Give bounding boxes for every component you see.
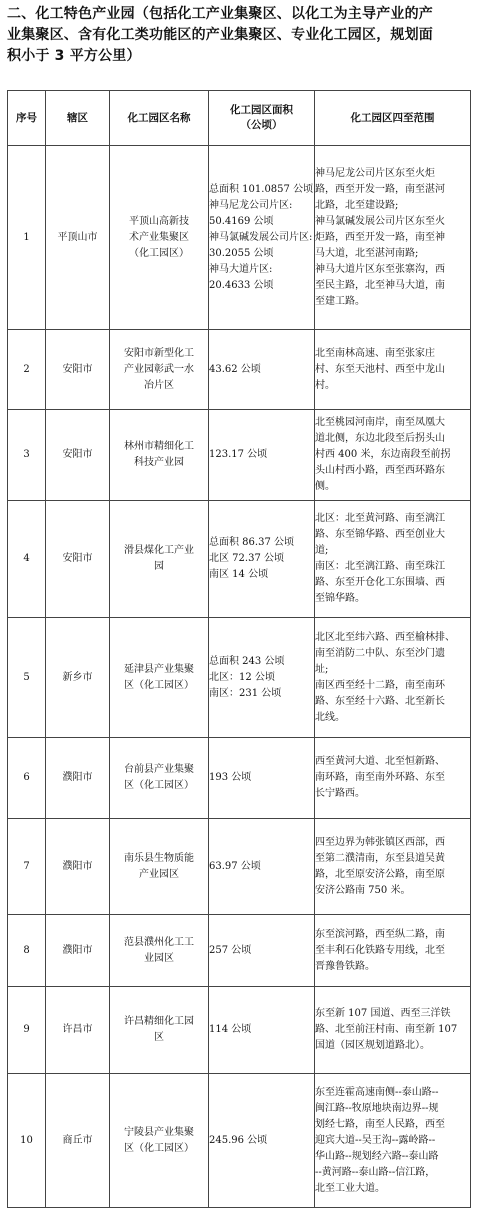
cell-line: 许昌精细化工园 bbox=[124, 1016, 194, 1027]
cell-district: 安阳市 bbox=[46, 501, 110, 618]
cell-line: 北区北至纬六路、西至榆林排、 bbox=[315, 631, 455, 643]
cell-line: 冶片区 bbox=[144, 379, 174, 391]
cell-line: 马大道，北至湛河南路; bbox=[315, 247, 419, 259]
cell-line: 北区 72.37 公顷 bbox=[209, 553, 284, 564]
table-row bbox=[8, 330, 471, 410]
cell-line: 总面积 86.37 公顷 bbox=[209, 537, 294, 548]
cell-line: 至第二濮清南，东至县道吴黄 bbox=[315, 852, 445, 864]
cell-line: 侧。 bbox=[315, 481, 335, 492]
table-row bbox=[8, 738, 471, 819]
table-row bbox=[8, 987, 471, 1074]
cell-index: 10 bbox=[8, 1074, 46, 1208]
cell-line: 123.17 公顷 bbox=[209, 449, 268, 460]
cell-area bbox=[209, 330, 315, 410]
cell-district: 濮阳市 bbox=[46, 738, 110, 819]
cell-line: 北至工业大道。 bbox=[315, 1182, 385, 1194]
cell-line: 区 bbox=[154, 1032, 164, 1043]
cell-park-name bbox=[110, 987, 209, 1074]
cell-line: 193 公顷 bbox=[209, 772, 252, 783]
cell-line: 南区 14 公顷 bbox=[209, 569, 269, 580]
cell-line: 南至消防二中队、东至沙门遗 bbox=[315, 647, 445, 659]
cell-range bbox=[315, 1074, 471, 1208]
cell-park-name bbox=[110, 618, 209, 738]
header-park-name: 化工园区名称 bbox=[110, 91, 209, 146]
cell-line: 林州市精细化工 bbox=[124, 441, 194, 452]
cell-line: 区（化工园区） bbox=[124, 1142, 194, 1154]
table-header-row bbox=[8, 91, 471, 146]
cell-line: 划经七路，南至人民路，西至 bbox=[315, 1118, 445, 1130]
chemical-park-table bbox=[7, 90, 471, 1208]
header-range: 化工园区四至范围 bbox=[315, 91, 471, 146]
cell-line: 路、东至锦华路、西至创业大 bbox=[315, 529, 445, 540]
cell-index: 7 bbox=[8, 819, 46, 915]
cell-district: 濮阳市 bbox=[46, 819, 110, 915]
cell-line: 257 公顷 bbox=[209, 944, 252, 956]
cell-line: 道; bbox=[315, 545, 329, 556]
cell-line: 产业园彰武一水 bbox=[124, 363, 194, 375]
cell-line: 晋豫鲁铁路。 bbox=[315, 960, 375, 972]
cell-park-name bbox=[110, 738, 209, 819]
cell-line: 北路，北至建设路; bbox=[315, 199, 399, 211]
cell-line: 炬路，西至开发一路，南至神 bbox=[315, 231, 445, 243]
cell-line: 北区：12 公顷 bbox=[209, 671, 275, 683]
cell-index: 9 bbox=[8, 987, 46, 1074]
cell-line: 总面积 243 公顷 bbox=[209, 655, 285, 667]
cell-range bbox=[315, 819, 471, 915]
section-title-line: 二、化工特色产业园（包括化工产业集聚区、以化工为主导产业的产 bbox=[7, 6, 433, 22]
table-row bbox=[8, 915, 471, 987]
cell-line: 区（化工园区） bbox=[124, 780, 194, 791]
cell-district: 许昌市 bbox=[46, 987, 110, 1074]
cell-line: 业园区 bbox=[144, 952, 174, 964]
cell-line: 北线。 bbox=[315, 711, 345, 723]
table-row bbox=[8, 146, 471, 330]
section-title bbox=[7, 4, 469, 67]
section-title-line: 积小于 3 平方公里） bbox=[7, 48, 141, 64]
cell-line: 安济公路南 750 米。 bbox=[315, 884, 411, 896]
cell-line: 114 公顷 bbox=[209, 1024, 252, 1035]
cell-range bbox=[315, 146, 471, 330]
cell-line: 63.97 公顷 bbox=[209, 860, 261, 872]
cell-line: 闽江路--牧原地块南边界--规 bbox=[315, 1102, 439, 1114]
cell-line: 43.62 公顷 bbox=[209, 363, 261, 375]
cell-line: 产业园区 bbox=[139, 868, 179, 880]
cell-line: 长宁路西。 bbox=[315, 788, 365, 799]
cell-line: 滑县煤化工产业 bbox=[124, 545, 194, 556]
cell-line: 安阳市新型化工 bbox=[124, 347, 194, 359]
cell-index: 1 bbox=[8, 146, 46, 330]
cell-range bbox=[315, 915, 471, 987]
cell-index: 5 bbox=[8, 618, 46, 738]
cell-range bbox=[315, 410, 471, 501]
cell-line: 路、东至开仓化工东围墙、西 bbox=[315, 577, 445, 588]
cell-index: 8 bbox=[8, 915, 46, 987]
table-row bbox=[8, 501, 471, 618]
cell-range bbox=[315, 330, 471, 410]
cell-line: 科技产业园 bbox=[134, 457, 184, 468]
cell-line: 至民主路，北至神马大道，南 bbox=[315, 279, 445, 291]
cell-line: 北至南林高速、南至张家庄 bbox=[315, 347, 435, 359]
cell-index: 6 bbox=[8, 738, 46, 819]
cell-line: 台前县产业集聚 bbox=[124, 764, 194, 775]
cell-line: 区（化工园区） bbox=[124, 679, 194, 691]
cell-park-name bbox=[110, 915, 209, 987]
cell-area bbox=[209, 987, 315, 1074]
section-title-line: 业集聚区、含有化工类功能区的产业集聚区、专业化工园区，规划面 bbox=[7, 27, 433, 43]
cell-index: 2 bbox=[8, 330, 46, 410]
cell-park-name bbox=[110, 819, 209, 915]
cell-line: 东至滨河路，西至纵二路，南 bbox=[315, 928, 445, 940]
cell-line: 头山村西小路，西至西环路东 bbox=[315, 465, 445, 476]
cell-line: 南乐县生物质能 bbox=[124, 852, 194, 864]
cell-district: 安阳市 bbox=[46, 410, 110, 501]
cell-district: 平顶山市 bbox=[46, 146, 110, 330]
table-row bbox=[8, 618, 471, 738]
cell-park-name bbox=[110, 1074, 209, 1208]
cell-area bbox=[209, 738, 315, 819]
cell-line: 南区西至经十二路，南至南环 bbox=[315, 679, 445, 691]
cell-line: 神马氯碱发展公司片区: bbox=[209, 231, 313, 243]
cell-area bbox=[209, 410, 315, 501]
cell-line: 平顶山高新技 bbox=[129, 215, 189, 227]
header-area: 化工园区面积 （公顷） bbox=[209, 91, 315, 146]
cell-line: 20.4633 公顷 bbox=[209, 279, 274, 291]
cell-area bbox=[209, 146, 315, 330]
cell-area bbox=[209, 1074, 315, 1208]
cell-line: 50.4169 公顷 bbox=[209, 215, 274, 227]
cell-park-name bbox=[110, 501, 209, 618]
header-index: 序号 bbox=[8, 91, 46, 146]
cell-park-name bbox=[110, 410, 209, 501]
cell-line: 至丰利石化铁路专用线，北至 bbox=[315, 944, 445, 956]
cell-line: 道北侧，东边北段至后拐头山 bbox=[315, 433, 445, 444]
table-row bbox=[8, 410, 471, 501]
cell-line: --黄河路--泰山路--信江路， bbox=[315, 1166, 436, 1178]
cell-line: 华山路--规划经六路--泰山路 bbox=[315, 1150, 439, 1162]
cell-line: 北至桃园河南岸，南至凤凰大 bbox=[315, 417, 445, 428]
cell-line: 宁陵县产业集聚 bbox=[124, 1126, 194, 1138]
cell-district: 新乡市 bbox=[46, 618, 110, 738]
cell-park-name bbox=[110, 146, 209, 330]
cell-park-name bbox=[110, 330, 209, 410]
cell-line: 国道（园区规划道路北）。 bbox=[315, 1040, 430, 1051]
table-body bbox=[8, 146, 471, 1208]
cell-line: 路、北至前汪村南、南至新 107 bbox=[315, 1024, 458, 1035]
cell-line: 址; bbox=[315, 663, 329, 675]
cell-line: 245.96 公顷 bbox=[209, 1134, 268, 1146]
cell-area bbox=[209, 618, 315, 738]
cell-district: 商丘市 bbox=[46, 1074, 110, 1208]
cell-line: 路、东至经十六路、北至新长 bbox=[315, 695, 445, 707]
cell-line: 神马尼龙公司片区东至火炬 bbox=[315, 167, 435, 179]
cell-line: 东至连霍高速南侧--泰山路-- bbox=[315, 1086, 439, 1098]
cell-line: 延津县产业集聚 bbox=[124, 663, 194, 675]
cell-line: 村、东至天池村、西至中龙山 bbox=[315, 363, 445, 375]
cell-line: 园 bbox=[154, 561, 164, 572]
cell-line: 四至边界为韩张镇区西部，西 bbox=[315, 836, 445, 848]
cell-line: 迎宾大道--吴王沟--露岭路-- bbox=[315, 1134, 436, 1146]
cell-area bbox=[209, 819, 315, 915]
cell-line: 村西 400 米，东边南段至前拐 bbox=[315, 449, 451, 460]
cell-range bbox=[315, 501, 471, 618]
cell-index: 3 bbox=[8, 410, 46, 501]
cell-area bbox=[209, 915, 315, 987]
cell-line: 至锦华路。 bbox=[315, 593, 365, 604]
cell-area bbox=[209, 501, 315, 618]
cell-line: 30.2055 公顷 bbox=[209, 247, 274, 259]
cell-line: 南区：231 公顷 bbox=[209, 687, 282, 699]
cell-line: 南区：北至漓江路、南至珠江 bbox=[315, 561, 445, 572]
cell-line: 北区：北至黄河路、南至漓江 bbox=[315, 513, 445, 524]
cell-line: 村。 bbox=[315, 379, 335, 391]
header-district: 辖区 bbox=[46, 91, 110, 146]
cell-line: （化工园区） bbox=[129, 247, 189, 259]
table-row bbox=[8, 1074, 471, 1208]
cell-line: 范县濮州化工工 bbox=[124, 936, 194, 948]
cell-line: 路，西至开发一路，南至湛河 bbox=[315, 183, 445, 195]
cell-line: 术产业集聚区 bbox=[129, 231, 189, 243]
cell-line: 至建工路。 bbox=[315, 295, 365, 307]
cell-line: 神马大道片区东至张寨沟，西 bbox=[315, 263, 445, 275]
cell-range bbox=[315, 738, 471, 819]
cell-district: 濮阳市 bbox=[46, 915, 110, 987]
cell-line: 神马氯碱发展公司片区东至火 bbox=[315, 215, 445, 227]
cell-line: 西至黄河大道、北至恒新路、 bbox=[315, 756, 445, 767]
cell-line: 总面积 101.0857 公顷 bbox=[209, 183, 314, 195]
table-row bbox=[8, 819, 471, 915]
cell-line: 东至新 107 国道、西至三洋铁 bbox=[315, 1008, 451, 1019]
cell-line: 神马尼龙公司片区: bbox=[209, 199, 293, 211]
cell-line: 路，北至原安济公路，南至原 bbox=[315, 868, 445, 880]
cell-index: 4 bbox=[8, 501, 46, 618]
cell-range bbox=[315, 618, 471, 738]
cell-range bbox=[315, 987, 471, 1074]
cell-district: 安阳市 bbox=[46, 330, 110, 410]
cell-line: 神马大道片区: bbox=[209, 263, 273, 275]
cell-line: 南环路，南至南外环路、东至 bbox=[315, 772, 445, 783]
